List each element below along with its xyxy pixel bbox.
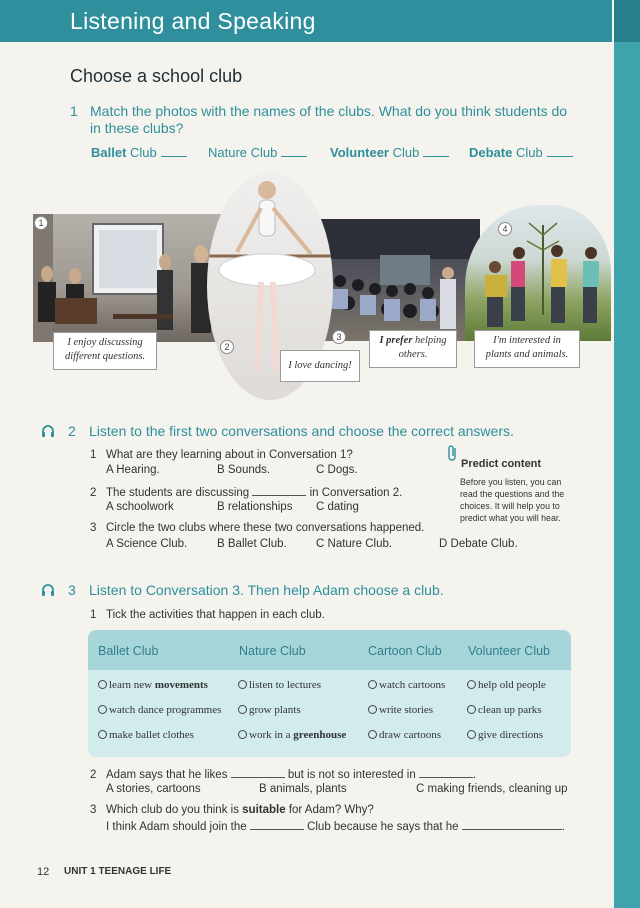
q2-text: Listen to the first two conversations and choose the correct answers. — [89, 423, 514, 439]
q2-item3-option-c: C Nature Club. — [316, 538, 393, 550]
activity-checkbox[interactable]: learn new movements — [98, 679, 208, 691]
activity-checkbox[interactable]: listen to lectures — [238, 679, 321, 691]
page-number: 12 — [37, 866, 50, 878]
speech-bubble-debate: I enjoy discussing different questions. — [53, 332, 157, 370]
q3-item2-option-a: A stories, cartoons — [106, 783, 201, 795]
side-tab — [614, 0, 640, 908]
photo-debate — [33, 214, 225, 342]
activity-checkbox[interactable]: help old people — [467, 679, 546, 691]
q2-item1-option-c: C Dogs. — [316, 464, 358, 476]
photo-volunteer — [320, 219, 480, 341]
q2-item2-option-a: A schoolwork — [106, 501, 174, 513]
photo-number-1: 1 — [34, 216, 48, 230]
side-tab-top — [614, 0, 640, 42]
photo-number-4: 4 — [498, 222, 512, 236]
q2-item1-stem: 1 What are they learning about in Conversation 1? — [90, 449, 353, 461]
q2-item3-stem: 3 Circle the two clubs where these two conversations happened. — [90, 522, 425, 534]
page-header-title: Listening and Speaking — [70, 8, 316, 34]
q2-item3-option-a: A Science Club. — [106, 538, 188, 550]
q3-text: Listen to Conversation 3. Then help Adam choose a club. — [89, 582, 444, 598]
q2-item1-option-b: B Sounds. — [217, 464, 271, 476]
activity-checkbox[interactable]: draw cartoons — [368, 729, 441, 741]
q1-text-line1: Match the photos with the names of the clubs. What do you think students do — [90, 103, 568, 119]
unit-label: UNIT 1 TEENAGE LIFE — [64, 866, 172, 877]
q2-item1-option-a: A Hearing. — [106, 464, 160, 476]
q3-item3-line2: I think Adam should join the Club because he says that he . — [106, 821, 565, 833]
q3-item1: 1 Tick the activities that happen in each club. — [90, 609, 325, 621]
q2-item3-option-d: D Debate Club. — [439, 538, 518, 550]
activity-checkbox[interactable]: clean up parks — [467, 704, 542, 716]
q3-item2-stem: 2 Adam says that he likes but is not so interested in . — [90, 769, 477, 781]
q1-number: 1 — [70, 103, 78, 119]
club-label-ballet: Ballet Club — [91, 145, 187, 160]
club-activities-table — [88, 630, 571, 757]
predict-content-body: Before you listen, you can read the questions and the choices. It will help you to predict what you will hear. — [460, 477, 565, 523]
photo-number-3: 3 — [332, 330, 346, 344]
activity-checkbox[interactable]: watch cartoons — [368, 679, 445, 691]
activity-checkbox[interactable]: give directions — [467, 729, 543, 741]
q2-number: 2 — [68, 423, 76, 439]
activity-checkbox[interactable]: work in a greenhouse — [238, 729, 346, 741]
speech-bubble-volunteer: I prefer helping others. — [369, 330, 457, 368]
q3-number: 3 — [68, 582, 76, 598]
paperclip-icon — [447, 444, 459, 462]
section-title: Choose a school club — [70, 66, 243, 86]
predict-content-title: Predict content — [461, 458, 542, 470]
q2-item2-option-b: B relationships — [217, 501, 293, 513]
photo-volunteer-illustration — [320, 219, 480, 341]
q3-item2-option-b: B animals, plants — [259, 783, 347, 795]
activity-checkbox[interactable]: write stories — [368, 704, 433, 716]
table-header-ballet: Ballet Club — [98, 644, 159, 658]
speech-bubble-ballet: I love dancing! — [280, 350, 360, 382]
speech-bubble-nature: I'm interested in plants and animals. — [474, 330, 580, 368]
q3-item2-option-c: C making friends, cleaning up — [416, 783, 568, 795]
q1-text-line2: in these clubs? — [90, 120, 184, 136]
photo-nature — [465, 205, 611, 341]
table-header-volunteer: Volunteer Club — [468, 644, 551, 658]
q2-item3-option-b: B Ballet Club. — [217, 538, 287, 550]
headphones-icon — [40, 582, 56, 598]
headphones-icon — [40, 423, 56, 439]
activity-checkbox[interactable]: watch dance programmes — [98, 704, 221, 716]
q3-item3-stem: 3 Which club do you think is suitable for Adam? Why? — [90, 804, 374, 816]
table-header-cartoon: Cartoon Club — [368, 644, 442, 658]
q2-item2-stem: 2 The students are discussing in Conversation 2. — [90, 487, 403, 499]
activity-checkbox[interactable]: make ballet clothes — [98, 729, 194, 741]
q2-item2-option-c: C dating — [316, 501, 359, 513]
club-label-volunteer: Volunteer Club — [330, 145, 449, 160]
photo-number-2: 2 — [220, 340, 234, 354]
activity-checkbox[interactable]: grow plants — [238, 704, 301, 716]
club-label-debate: Debate Club — [469, 145, 573, 160]
photo-nature-illustration — [465, 205, 611, 341]
photo-debate-illustration — [33, 214, 225, 342]
table-header-nature: Nature Club — [239, 644, 306, 658]
club-label-nature: Nature Club — [208, 145, 307, 160]
